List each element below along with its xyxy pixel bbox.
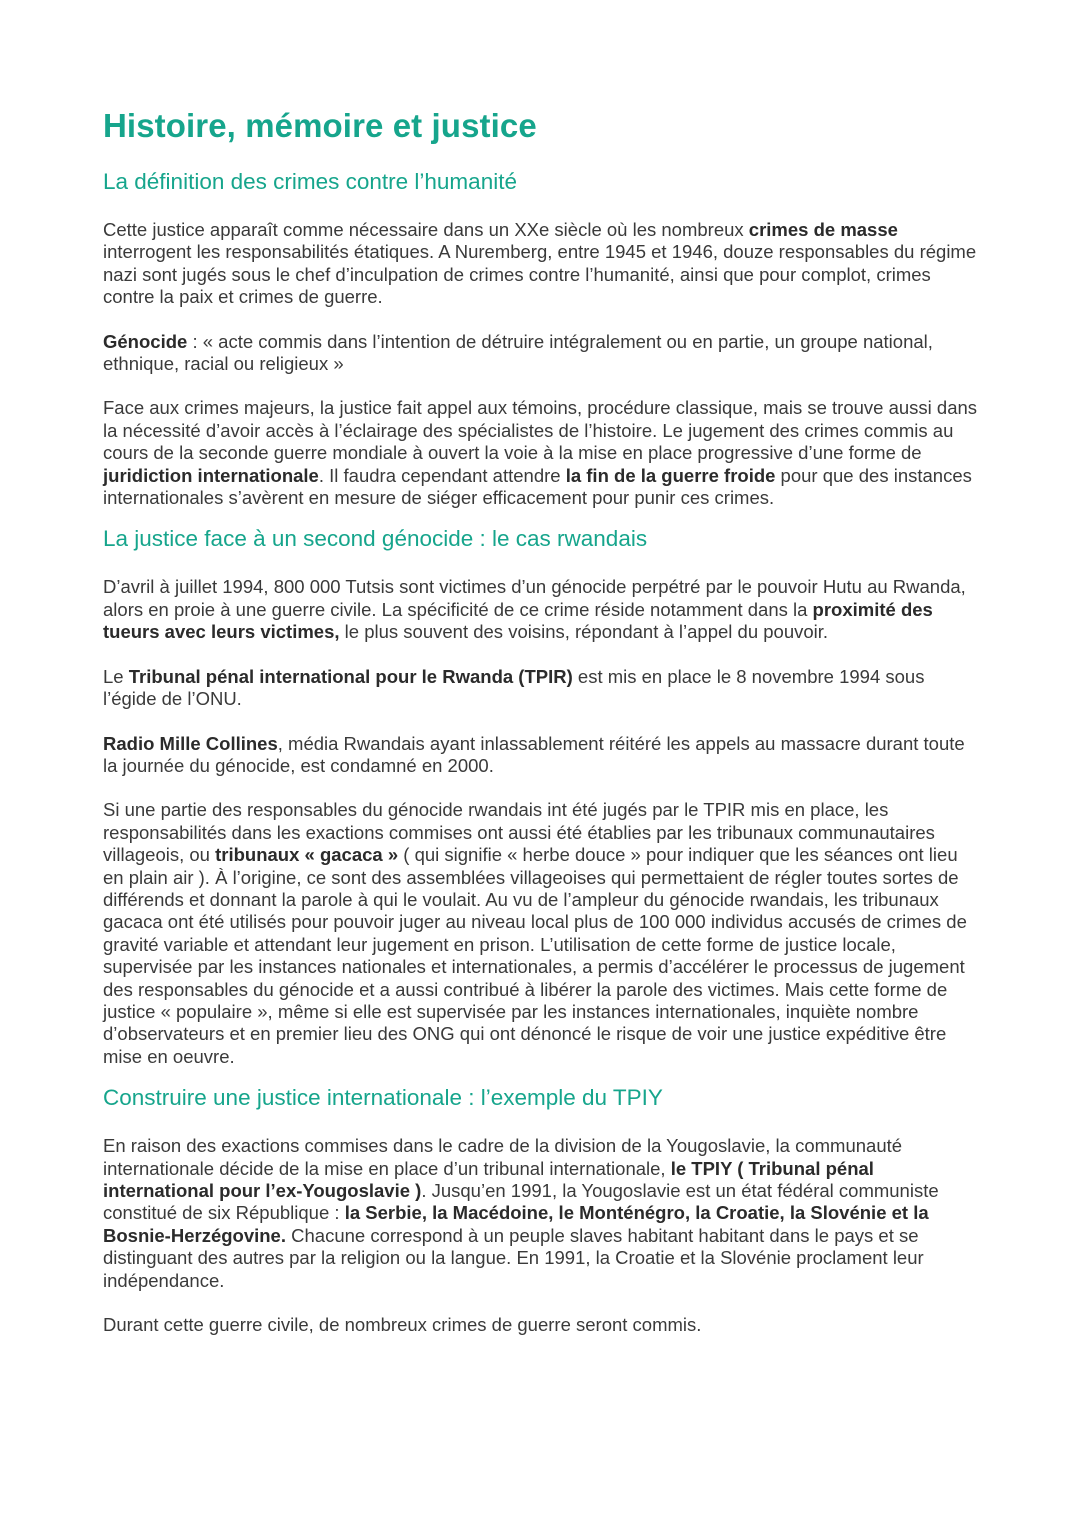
paragraph: Face aux crimes majeurs, la justice fait appel aux témoins, procédure classique, mais se trouve aussi dans la nécessité d’avoir accès à l’éclairage des spécialistes de l’histoire. Le jugement des crimes commis au cours de la seconde guerre mondiale à ouvert la voie à la mise en place progressive d’une forme de juridiction internationale. Il faudra cependant attendre la fin de la guerre froide pour que des instances internationales s’avèrent en mesure de siéger efficacement pour punir ces crimes. [103, 397, 978, 509]
paragraph: Si une partie des responsables du génocide rwandais int été jugés par le TPIR mis en place, les responsabilités dans les exactions commises ont aussi été établies par les tribunaux communautaires villageois, ou tribunaux « gacaca » ( qui signifie « herbe douce » pour indiquer que les séances ont lieu en plain air ). À l’origine, ce sont des assemblées villageoises qui permettaient de régler toutes sortes de différends et donnant la parole à qui le voulait. Au vu de l’ampleur du génocide rwandais, les tribunaux gacaca ont été utilisés pour pouvoir juger au niveau local plus de 100 000 individus accusés de crimes de gravité variable et attendant leur jugement en prison. L’utilisation de cette forme de justice locale, supervisée par les instances nationales et internationales, a permis d’accélérer le processus de jugement des responsables du génocide et a aussi contribué à libérer la parole des victimes. Mais cette forme de justice « populaire », même si elle est supervisée par les instances internationales, inquiète nombre d’observateurs et en premier lieu des ONG qui ont dénoncé le risque de voir une justice expéditive être mise en oeuvre. [103, 799, 967, 1067]
paragraph: Durant cette guerre civile, de nombreux crimes de guerre seront commis. [103, 1314, 702, 1336]
section-heading-tpiy: Construire une justice internationale : l’exemple du TPIY [103, 1085, 663, 1111]
paragraph: Cette justice apparaît comme nécessaire dans un XXe siècle où les nombreux crimes de masse interrogent les responsabilités étatiques. A Nuremberg, entre 1945 et 1946, douze responsables du régime nazi sont jugés sous le chef d’inculpation de crimes contre l’humanité, ainsi que pour complot, crimes contre la paix et crimes de guerre. [103, 219, 977, 308]
paragraph: D’avril à juillet 1994, 800 000 Tutsis sont victimes d’un génocide perpétré par le pouvoir Hutu au Rwanda, alors en proie à une guerre civile. La spécificité de ce crime réside notamment dans la proximité des tueurs avec leurs victimes, le plus souvent des voisins, répondant à l’appel du pouvoir. [103, 576, 966, 643]
paragraph: En raison des exactions commises dans le cadre de la division de la Yougoslavie, la communauté internationale décide de la mise en place d’un tribunal internationale, le TPIY ( Tribunal pénal international pour l’ex-Yougoslavie ). Jusqu’en 1991, la Yougoslavie est un état fédéral communiste constitué de six République : la Serbie, la Macédoine, le Monténégro, la Croatie, la Slovénie et la Bosnie-Herzégovine. Chacune correspond à un peuple slaves habitant habitant dans le pays et se distinguant des autres par la religion ou la langue. En 1991, la Croatie et la Slovénie proclament leur indépendance. [103, 1135, 939, 1291]
document-page [103, 100, 983, 1336]
section-heading-crimes-humanite: La définition des crimes contre l’humanité [103, 169, 517, 194]
paragraph: Radio Mille Collines, média Rwandais ayant inlassablement réitéré les appels au massacre durant toute la journée du génocide, est condamné en 2000. [103, 732, 965, 776]
section-heading-cas-rwandais: La justice face à un second génocide : le cas rwandais [103, 526, 648, 552]
page-title: Histoire, mémoire et justice [103, 107, 537, 144]
paragraph: Le Tribunal pénal international pour le Rwanda (TPIR) est mis en place le 8 novembre 1994 sous l’égide de l’ONU. [103, 665, 925, 710]
paragraph-definition-genocide: Génocide : « acte commis dans l’intention de détruire intégralement ou en partie, un groupe national, ethnique, racial ou religieux » [103, 330, 933, 375]
